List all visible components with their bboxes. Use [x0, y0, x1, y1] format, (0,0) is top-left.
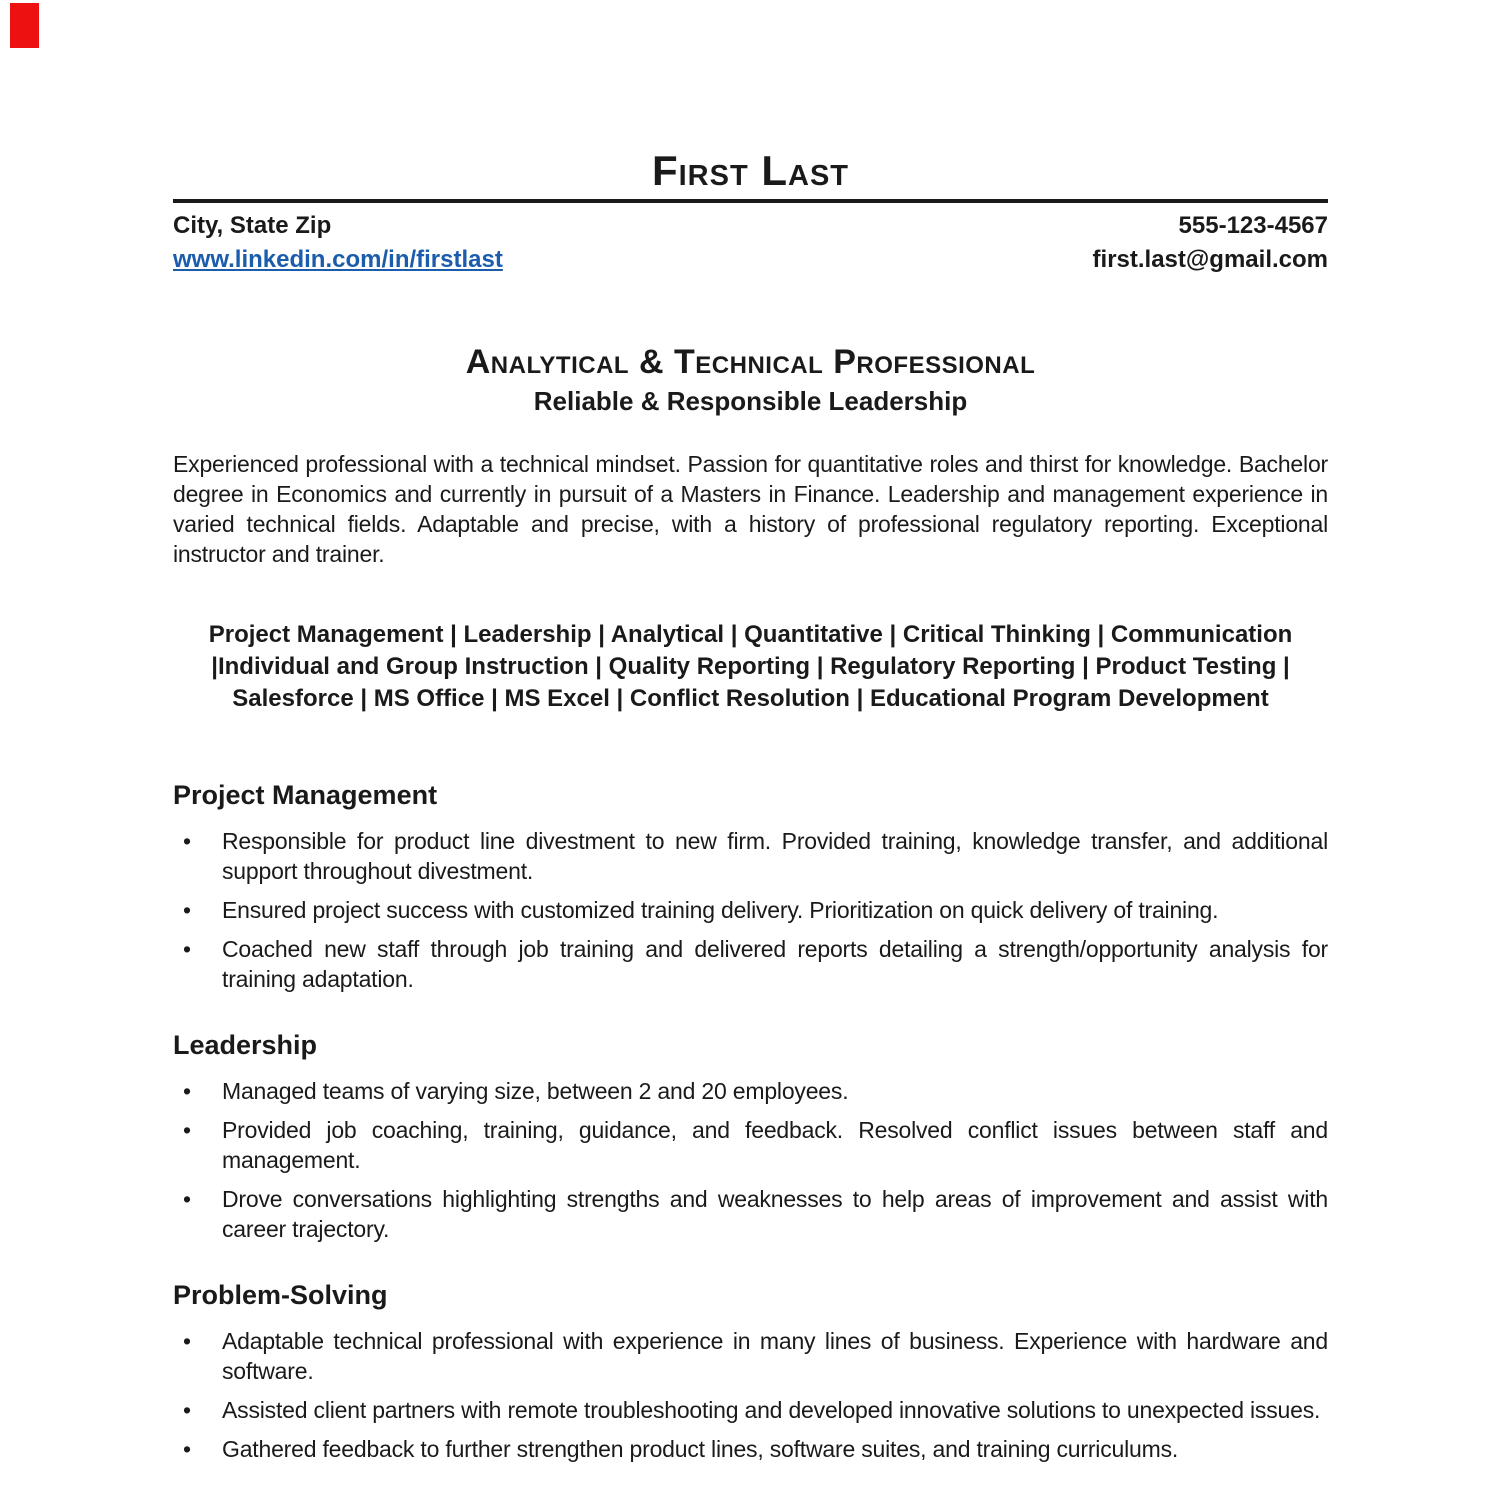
skills-line: |Individual and Group Instruction | Quality Reporting | Regulatory Reporting | Product Testing |: [211, 653, 1290, 680]
profile-title: Analytical & Technical Professional: [465, 343, 1036, 381]
section-heading: Project Management: [173, 780, 438, 810]
bullet-item: • Provided job coaching, training, guidance, and feedback. Resolved conflict issues between staff and management.: [173, 1115, 1328, 1175]
bullet-list: [173, 1076, 1328, 1244]
contact-block: [173, 209, 1328, 277]
skills-block: [173, 619, 1328, 715]
location-text: City, State Zip: [173, 212, 332, 239]
summary-paragraph: Experienced professional with a technical mindset. Passion for quantitative roles and thirst for knowledge. Bachelor degree in Economics and currently in pursuit of a Masters in Finance. Leadership and management experience in varied technical fields. Adaptable and precise, with a history of professional regulatory reporting. Exceptional instructor and trainer.: [173, 451, 1328, 567]
contact-right: [1093, 209, 1328, 277]
bullet-item: • Responsible for product line divestment to new firm. Provided training, knowledge transfer, and additional support throughout divestment.: [173, 826, 1328, 886]
bullet-item: • Managed teams of varying size, between 2 and 20 employees.: [173, 1076, 1328, 1106]
profile-subtitle: Reliable & Responsible Leadership: [533, 386, 968, 416]
section-project-management: [173, 778, 1328, 994]
bullet-list: [173, 826, 1328, 994]
section-problem-solving: [173, 1278, 1328, 1464]
red-corner-marker: [10, 3, 39, 48]
bullet-item: • Coached new staff through job training and delivered reports detailing a strength/opportunity analysis for training adaptation.: [173, 934, 1328, 994]
phone-text: 555-123-4567: [1178, 212, 1328, 239]
section-leadership: [173, 1028, 1328, 1244]
bullet-item: • Assisted client partners with remote troubleshooting and developed innovative solutions to unexpected issues.: [173, 1395, 1328, 1425]
bullet-item: • Gathered feedback to further strengthen product lines, software suites, and training curriculums.: [173, 1434, 1328, 1464]
email-text: first.last@gmail.com: [1092, 246, 1328, 273]
skills-line: Project Management | Leadership | Analytical | Quantitative | Critical Thinking | Communication: [208, 621, 1293, 648]
skills-line: Salesforce | MS Office | MS Excel | Conflict Resolution | Educational Program Development: [232, 685, 1269, 712]
linkedin-link[interactable]: www.linkedin.com/in/firstlast: [173, 246, 503, 273]
bullet-item: • Ensured project success with customized training delivery. Prioritization on quick delivery of training.: [173, 895, 1328, 925]
section-heading: Leadership: [173, 1030, 318, 1060]
linkedin-row: [173, 243, 503, 277]
bullet-item: • Drove conversations highlighting strengths and weaknesses to help areas of improvement and assist with career trajectory.: [173, 1184, 1328, 1244]
header-divider: [173, 199, 1328, 203]
contact-left: [173, 209, 503, 277]
page-title: First Last: [651, 147, 850, 194]
section-heading: Problem-Solving: [173, 1280, 388, 1310]
bullet-item: • Adaptable technical professional with experience in many lines of business. Experience with hardware and software.: [173, 1326, 1328, 1386]
bullet-list: [173, 1326, 1328, 1464]
